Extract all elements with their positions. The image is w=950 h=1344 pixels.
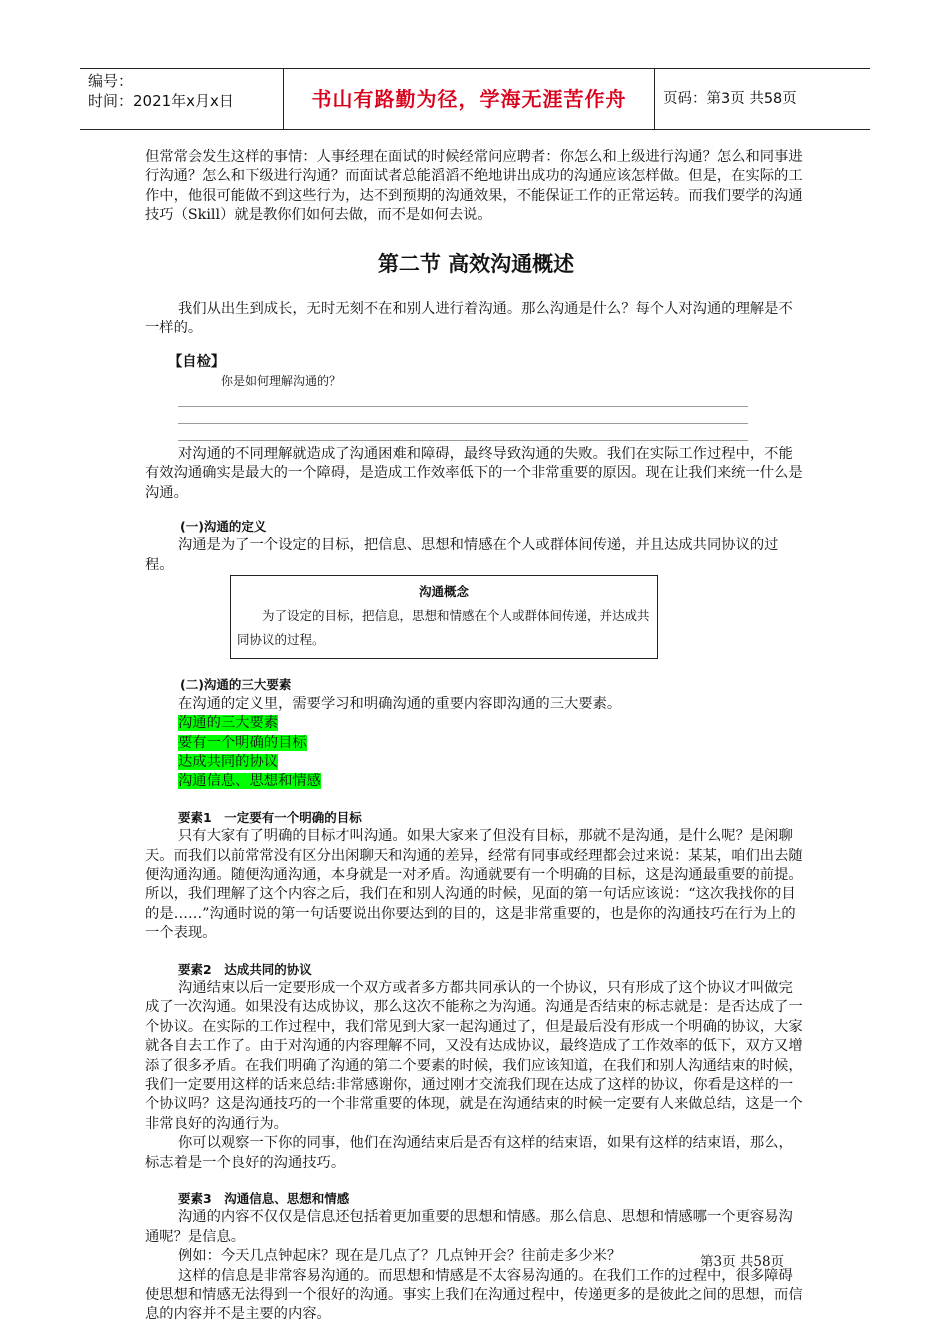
highlight-item: 达成共同的协议 [178,753,279,770]
three-elements-text: 在沟通的定义里，需要学习和明确沟通的重要内容即沟通的三大要素。 [178,695,622,712]
highlight-item: 沟通信息、思想和情感 [178,773,321,790]
highlight-item: 要有一个明确的目标 [178,734,307,751]
concept-box-title: 沟通概念 [418,584,469,600]
element3-heading: 要素3 沟通信息、思想和情感 [178,1191,350,1207]
page-header [80,68,870,130]
header-meta [88,71,283,111]
document-number-label: 编号： [88,72,134,90]
header-page-label: 页码：第3页 共58页 [663,91,797,107]
three-elements-heading: (二)沟通的三大要素 [180,677,292,693]
self-check-question: 你是如何理解沟通的？ [221,373,342,388]
section-title: 第二节 高效沟通概述 [377,251,575,276]
self-check-label: 【自检】 [168,354,226,371]
concept-box-text: 为了设定的目标，把信息，思想和情感在个人或群体间传递，并达成共同协议的过程。 [237,608,650,648]
element3-text-2: 这样的信息是非常容易沟通的。而思想和情感是不太容易沟通的。在我们工作的过程中，很多障碍使思想和情感无法得到一个很好的沟通。事实上我们在沟通过程中，传递更多的是彼此之间的思想，而信息的内容并不是主要的内容。 [145,1267,803,1323]
element2-text: 沟通结束以后一定要形成一个双方或者多方都共同承认的一个协议，只有形成了这个协议才叫做完成了一次沟通。如果没有达成协议，那么这次不能称之为沟通。沟通是否结束的标志就是：是否达成了一个协议。在实际的工作过程中，我们常见到大家一起沟通过了，但是最后没有形成一个明确的协议，大家就各自去工作了。由于对沟通的内容理解不同，又没有达成协议，最终造成了工作效率的低下，双方又增添了很多矛盾。在我们明确了沟通的第二个要素的时候，我们应该知道，在我们和别人沟通结束的时候，我们一定要用这样的话来总结:非常感谢你，通过刚才交流我们现在达成了这样的协议，你看是这样的一个协议吗？这是沟通技巧的一个非常重要的体现，就是在沟通结束的时候一定要有人来做总结，这是一个非常良好的沟通行为。 [145,979,803,1132]
definition-text: 沟通是为了一个设定的目标，把信息、思想和情感在个人或群体间传递，并且达成共同协议的过程。 [145,537,779,573]
document-date-label: 时间：2021年x月x日 [88,92,234,110]
element3-text: 沟通的内容不仅仅是信息还包括着更加重要的思想和情感。那么信息、思想和情感哪一个更容易沟通呢？是信息。 [145,1209,793,1245]
element2-text-2: 你可以观察一下你的同事，他们在沟通结束后是否有这样的结束语，如果有这样的结束语，那么，标志着是一个良好的沟通技巧。 [145,1135,793,1171]
definition-heading: (一)沟通的定义 [180,519,267,535]
document-body [145,148,807,1325]
page-footer: 第3页 共58页 [700,1254,785,1270]
element1-text: 只有大家有了明确的目标才叫沟通。如果大家来了但没有目标，那就不是沟通，是什么呢？是闲聊天。而我们以前常常没有区分出闲聊天和沟通的差异，经常有同事或经理都会过来说：某某，咱们出去随便沟通沟通。随便沟通沟通，本身就是一对矛盾。沟通就要有一个明确的目标，这是沟通最重要的前提。所以，我们理解了这个内容之后，我们在和别人沟通的时候，见面的第一句话应该说：“这次我找你的目的是……”沟通时说的第一句话要说出你要达到的目的，这是非常重要的，也是你的沟通技巧在行为上的一个表现。 [145,828,803,942]
header-motto: 书山有路勤为径，学海无涯苦作舟 [283,69,655,129]
concept-box [230,575,658,659]
highlight-item: 沟通的三大要素 [178,715,279,732]
paragraph: 我们从出生到成长，无时无刻不在和别人进行着沟通。那么沟通是什么？每个人对沟通的理解是不一样的。 [145,300,793,337]
paragraph: 对沟通的不同理解就造成了沟通困难和障碍，最终导致沟通的失败。我们在实际工作过程中，不能有效沟通确实是最大的一个障碍，是造成工作效率低下的一个非常重要的原因。现在让我们来统一什么是沟通。 [145,445,803,501]
intro-paragraph: 但常常会发生这样的事情：人事经理在面试的时候经常问应聘者：你怎么和上级进行沟通？怎么和同事进行沟通？怎么和下级进行沟通？而面试者总能滔滔不绝地讲出成功的沟通应该怎样做。但是，在实际的工作中，他很可能做不到这些行为，达不到预期的沟通效果，不能保证工作的正常运转。而我们要学的沟通技巧（Skill）就是教你们如何去做，而不是如何去说。 [145,149,803,224]
answer-line [178,390,748,407]
element1-heading: 要素1 一定要有一个明确的目标 [178,809,362,825]
answer-line [178,424,748,441]
element3-example: 例如：今天几点钟起床？现在是几点了？几点钟开会？往前走多少米？ [178,1248,622,1265]
answer-line [178,407,748,424]
element2-heading: 要素2 达成共同的协议 [178,961,312,977]
